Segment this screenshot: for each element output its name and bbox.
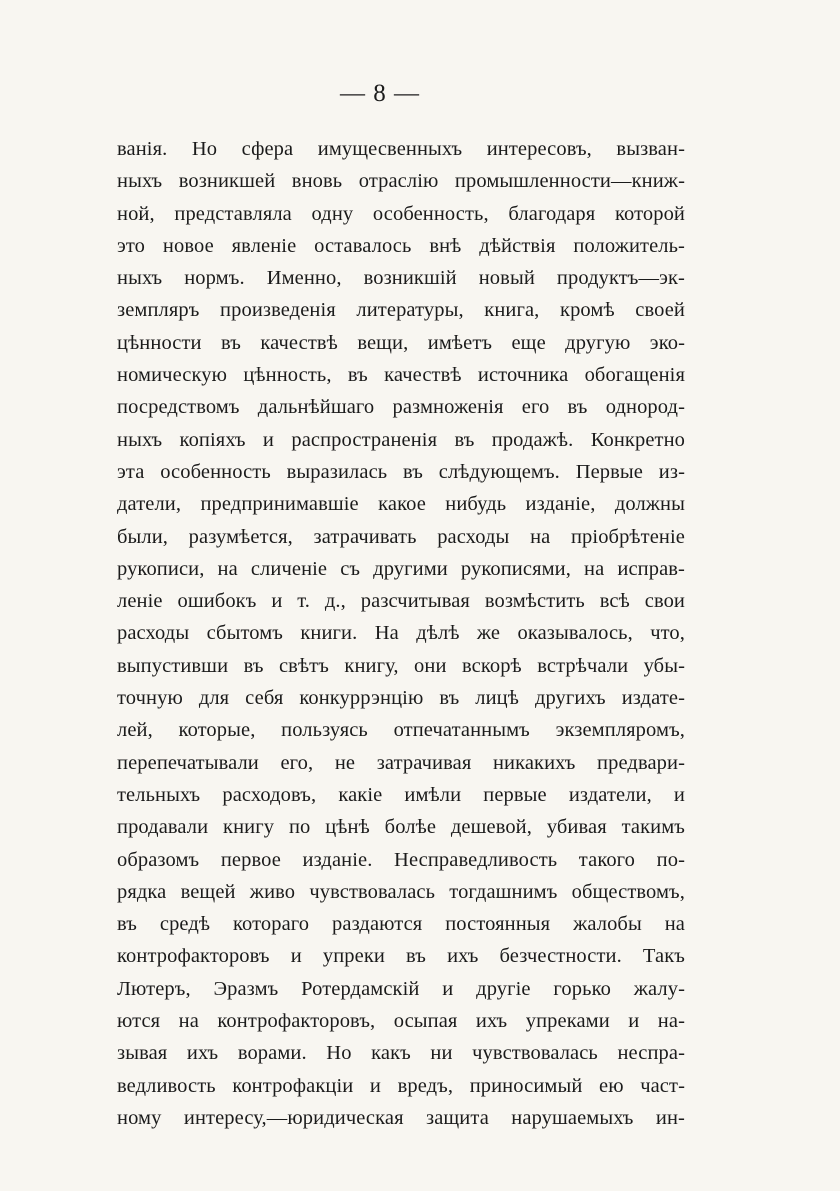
text-line: точную для себя конкуррэнцію въ лицѣ другихъ издате- (117, 687, 685, 710)
text-line: ному интересу,—юридическая защита нарушаемыхъ ин- (117, 1106, 685, 1129)
text-line: образомъ первое изданіе. Несправедливость такого по- (117, 848, 685, 871)
text-line: были, разумѣется, затрачивать расходы на пріобрѣтеніе (117, 525, 685, 548)
text-line: ныхъ копіяхъ и распространенія въ продажѣ. Конкретно (117, 428, 685, 451)
text-line: земпляръ произведенія литературы, книга, кромѣ своей (117, 299, 685, 322)
text-line: ведливость контрофакціи и вредъ, приносимый ею част- (117, 1074, 685, 1097)
text-line: ванія. Но сфера имущесвенныхъ интересовъ, вызван- (117, 138, 685, 160)
text-line: ныхъ нормъ. Именно, возникшій новый продуктъ—эк- (117, 267, 685, 290)
text-line: леніе ошибокъ и т. д., разсчитывая возмѣстить всѣ свои (117, 590, 685, 613)
page-number: — 8 — (340, 80, 420, 107)
text-line: перепечатывали его, не затрачивая никакихъ предвари- (117, 751, 685, 774)
text-line: рядка вещей живо чувствовалась тогдашнимъ обществомъ, (117, 880, 685, 903)
text-line: ются на контрофакторовъ, осыпая ихъ упреками и на- (117, 1010, 685, 1033)
body-text (117, 133, 685, 1134)
text-line: выпустивши въ свѣтъ книгу, они вскорѣ встрѣчали убы- (117, 654, 685, 677)
text-line: это новое явленіе оставалось внѣ дѣйствія положитель- (117, 234, 685, 257)
text-line: датели, предпринимавшіе какое нибудь изданіе, должны (117, 493, 685, 516)
text-line: зывая ихъ ворами. Но какъ ни чувствовалась неспра- (117, 1042, 685, 1065)
text-line: тельныхъ расходовъ, какіе имѣли первые издатели, и (117, 783, 685, 806)
text-line: ныхъ возникшей вновь отраслію промышленности—книж- (117, 170, 685, 193)
text-line: лей, которые, пользуясь отпечатаннымъ экземпляромъ, (117, 719, 685, 742)
text-line: ной, представляла одну особенность, благодаря которой (117, 202, 685, 225)
text-line: цѣнности въ качествѣ вещи, имѣетъ еще другую эко- (117, 331, 685, 354)
text-line: продавали книгу по цѣнѣ болѣе дешевой, убивая такимъ (117, 816, 685, 839)
text-line: номическую цѣнность, въ качествѣ источника обогащенія (117, 364, 685, 387)
text-line: въ средѣ котораго раздаются постоянныя жалобы на (117, 913, 685, 936)
text-line: эта особенность выразилась въ слѣдующемъ. Первые из- (117, 460, 685, 483)
text-line: Лютеръ, Эразмъ Ротердамскій и другіе горько жалу- (117, 977, 685, 1000)
text-line: контрофакторовъ и упреки въ ихъ безчестности. Такъ (117, 945, 685, 968)
text-line: посредствомъ дальнѣйшаго размноженія его въ однород- (117, 396, 685, 419)
text-line: расходы сбытомъ книги. На дѣлѣ же оказывалось, что, (117, 622, 685, 645)
text-line: рукописи, на сличеніе съ другими рукописями, на исправ- (117, 557, 685, 580)
